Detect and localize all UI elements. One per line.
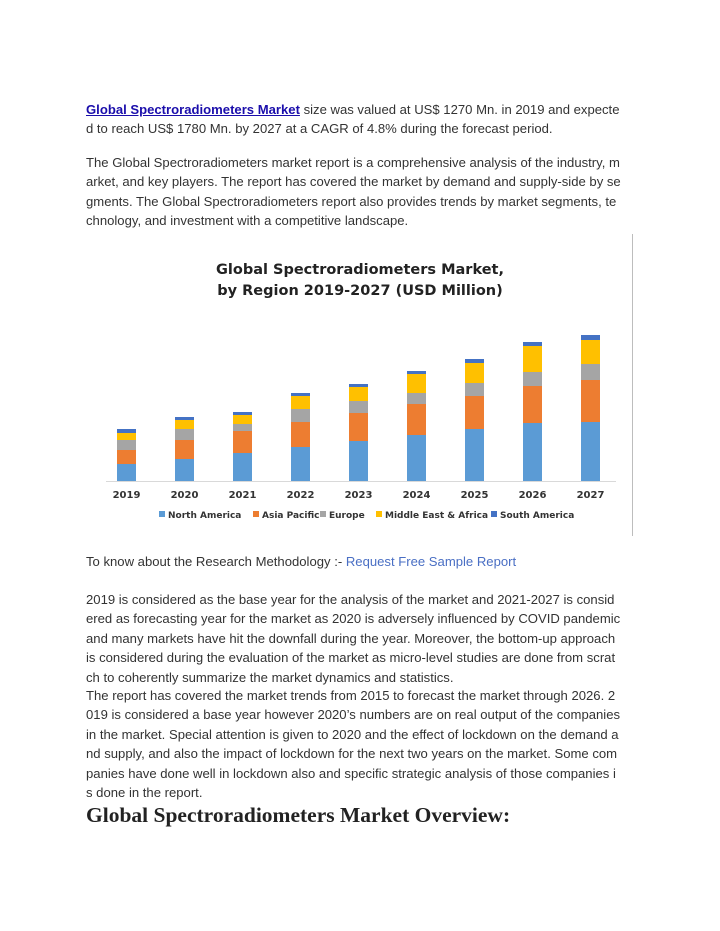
para3-line: 019 is considered a base year however 2020’s numbers are on real output of the companies [86, 707, 621, 723]
para3-line: The report has covered the market trends from 2015 to forecast the market through 2026. 2 [86, 688, 616, 703]
para1-line: The Global Spectroradiometers market report is a comprehensive analysis of the industry, m [86, 155, 620, 170]
bar-segment [407, 371, 426, 374]
bar-segment [465, 429, 484, 481]
x-tick-label: 2021 [228, 490, 257, 501]
bar-segment [175, 417, 194, 420]
methodology-text: To know about the Research Methodology :- [86, 554, 346, 569]
legend-swatch [253, 511, 259, 517]
x-tick-label: 2019 [112, 490, 141, 501]
para3-line: s done in the report. [86, 785, 203, 801]
chart-title-line-1: Global Spectroradiometers Market, [216, 262, 504, 278]
legend-label: Asia Pacific [262, 511, 320, 521]
bar-segment [581, 364, 600, 380]
bar-segment [349, 401, 368, 413]
section-heading: Global Spectroradiometers Market Overview: [86, 803, 511, 827]
legend-label: Europe [329, 511, 365, 521]
intro-line-1 [86, 100, 642, 119]
chart-border [632, 234, 633, 536]
bar-segment [175, 459, 194, 481]
bar-segment [291, 393, 310, 396]
bar-segment [233, 453, 252, 481]
bar-segment [523, 386, 542, 423]
bar-segment [233, 412, 252, 415]
legend-label: North America [168, 511, 242, 521]
legend-swatch [376, 511, 382, 517]
bar-segment [407, 404, 426, 435]
bar-segment [175, 420, 194, 429]
x-tick-label: 2027 [576, 490, 605, 501]
bar-segment [175, 440, 194, 459]
x-tick-label: 2026 [518, 490, 547, 501]
bar-segment [233, 424, 252, 431]
market-trends-paragraph [86, 686, 642, 802]
bar-segment [349, 413, 368, 441]
bar-segment [117, 429, 136, 433]
x-tick-label: 2024 [402, 490, 431, 501]
bar-segment [523, 346, 542, 372]
legend-label: South America [500, 511, 575, 521]
bar-segment [233, 415, 252, 424]
market-link[interactable]: Global Spectroradiometers Market [86, 102, 300, 117]
x-tick-label: 2022 [286, 490, 315, 501]
bar-segment [581, 340, 600, 364]
report-description-paragraph [86, 153, 642, 231]
legend-label: Middle East & Africa [385, 511, 489, 521]
bar-segment [465, 359, 484, 363]
chart-figure [86, 234, 634, 536]
stacked-bar-chart [86, 234, 634, 536]
bar-segment [407, 374, 426, 393]
bar-segment [465, 383, 484, 396]
bar-segment [407, 393, 426, 404]
para2-line: ered as forecasting year for the market as 2020 is adversely influenced by COVID pandemic [86, 611, 621, 627]
x-tick-label: 2020 [170, 490, 199, 501]
para1-line: arket, and key players. The report has covered the market by demand and supply-side by se [86, 174, 621, 190]
bar-segment [117, 450, 136, 464]
bar-segment [175, 429, 194, 440]
bar-segment [465, 363, 484, 383]
request-sample-link[interactable]: Request Free Sample Report [345, 554, 517, 569]
para2-line: 2019 is considered as the base year for the analysis of the market and 2021-2027 is consid [86, 592, 615, 607]
bar-segment [233, 431, 252, 453]
base-year-paragraph [86, 590, 642, 687]
para2-line: and many markets have hit the downfall during the year. Moreover, the bottom-up approach [86, 630, 616, 646]
bar-segment [581, 422, 600, 481]
methodology-line [86, 552, 642, 571]
bar-segment [465, 396, 484, 429]
chart-title-line-2: by Region 2019-2027 (USD Million) [217, 283, 503, 299]
bar-segment [349, 384, 368, 387]
bar-segment [349, 387, 368, 401]
bar-segment [407, 435, 426, 481]
bar-segment [291, 422, 310, 447]
bar-segment [291, 409, 310, 422]
para3-line: panies have done well in lockdown also and specific strategic analysis of those companies i [86, 765, 616, 781]
para3-line: nd supply, and also the impact of lockdown for the next two years on the market. Some com [86, 746, 618, 762]
para2-line: ch to coherently summarize the market dynamics and statistics. [86, 669, 454, 685]
legend-swatch [159, 511, 165, 517]
legend-swatch [491, 511, 497, 517]
para1-line: chnology, and investment with a competitive landscape. [86, 213, 409, 229]
legend-swatch [320, 511, 326, 517]
bar-segment [523, 372, 542, 386]
intro-line-2: d to reach US$ 1780 Mn. by 2027 at a CAGR of 4.8% during the forecast period. [86, 121, 553, 137]
x-tick-label: 2025 [460, 490, 489, 501]
bar-segment [291, 396, 310, 409]
para2-line: is considered during the evaluation of the market as micro-level studies are done from scrat [86, 650, 616, 666]
bar-segment [581, 380, 600, 422]
para1-line: gments. The Global Spectroradiometers report also provides trends by market segments, te [86, 193, 617, 209]
intro-line-1-text: size was valued at US$ 1270 Mn. in 2019 and expecte [299, 102, 620, 117]
para3-line: in the market. Special attention is given to 2020 and the effect of lockdown on the demand a [86, 726, 619, 742]
bar-segment [117, 433, 136, 440]
bar-segment [349, 441, 368, 481]
bar-segment [291, 447, 310, 481]
bar-segment [117, 440, 136, 450]
bar-segment [523, 342, 542, 346]
bar-segment [581, 335, 600, 340]
bar-segment [117, 464, 136, 481]
bar-segment [523, 423, 542, 481]
x-tick-label: 2023 [344, 490, 373, 501]
intro-paragraph [86, 100, 642, 139]
